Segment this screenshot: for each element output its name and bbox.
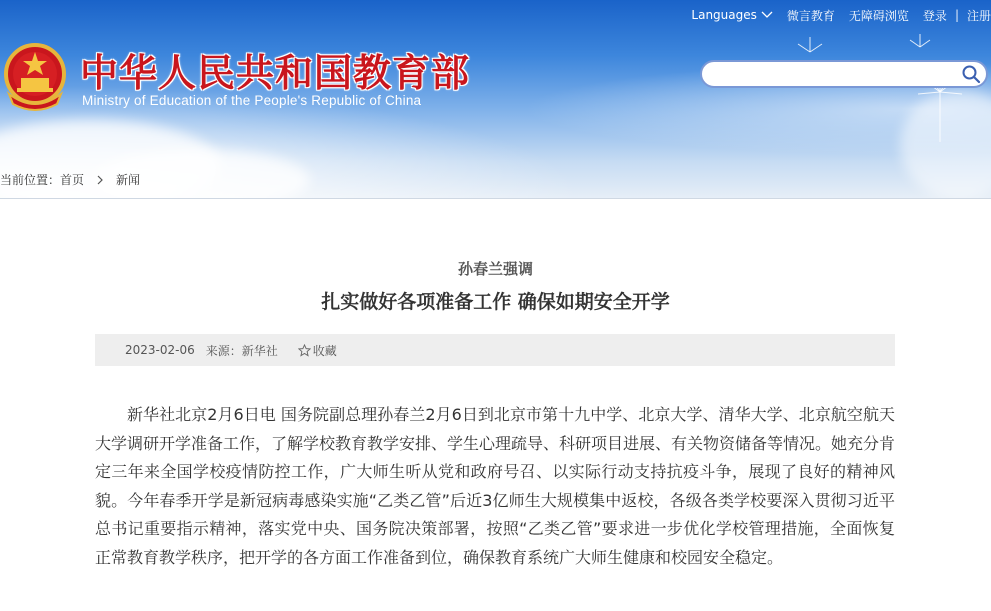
breadcrumb <box>0 171 140 188</box>
dandelion-decoration <box>790 32 990 192</box>
favorite-label: 收藏 <box>312 343 337 358</box>
chevron-down-icon <box>761 11 773 19</box>
login-link[interactable]: 登录 <box>922 8 947 23</box>
breadcrumb-current[interactable]: 新闻 <box>116 173 141 187</box>
national-emblem[interactable] <box>3 42 67 112</box>
article-subtitle: 孙春兰强调 <box>457 260 533 278</box>
accessibility-link[interactable]: 无障碍浏览 <box>848 8 909 23</box>
site-title-en: Ministry of Education of the People's Republic of China <box>82 93 422 108</box>
search-icon[interactable] <box>961 64 981 84</box>
article-source: 来源：新华社 <box>205 343 278 358</box>
search-box[interactable] <box>700 60 988 88</box>
article-date: 2023-02-06 <box>125 343 195 357</box>
topbar-separator: | <box>954 8 959 22</box>
languages-label: Languages <box>691 8 757 22</box>
site-header <box>0 0 991 198</box>
top-utility-bar <box>677 6 991 24</box>
article-body: 新华社北京2月6日电 国务院副总理孙春兰2月6日到北京市第十九中学、北京大学、清华大学、北京航空航天大学调研开学准备工作，了解学校教育教学安排、学生心理疏导、科研项目进展、有关物资储备等情况。她充分肯定三年来全国学校疫情防控工作，广大师生听从党和政府号召、以实际行动支持抗疫斗争，展现了良好的精神风貌。今年春季开学是新冠病毒感染实施“乙类乙管”后近3亿师生大规模集中返校，各级各类学校要深入贯彻习近平总书记重要指示精神，落实党中央、国务院决策部署，按照“乙类乙管”要求进一步优化学校管理措施，全面恢复正常教育教学秩序，把开学的各方面工作准备到位，确保教育系统广大师生健康和校园安全稳定。 <box>95 405 896 567</box>
favorite-button[interactable] <box>298 342 337 359</box>
site-title-cn[interactable]: 中华人民共和国教育部 <box>80 51 471 95</box>
article-content <box>0 198 991 611</box>
weichat-link[interactable]: 微言教育 <box>786 8 835 23</box>
breadcrumb-home[interactable]: 首页 <box>60 173 85 187</box>
chevron-right-icon <box>96 175 104 185</box>
article-meta-bar <box>95 334 895 366</box>
languages-menu[interactable] <box>691 8 772 22</box>
breadcrumb-label: 当前位置： <box>0 173 61 187</box>
register-link[interactable]: 注册 <box>966 8 991 23</box>
article-title: 扎实做好各项准备工作 确保如期安全开学 <box>321 291 670 313</box>
star-outline-icon <box>298 344 311 357</box>
